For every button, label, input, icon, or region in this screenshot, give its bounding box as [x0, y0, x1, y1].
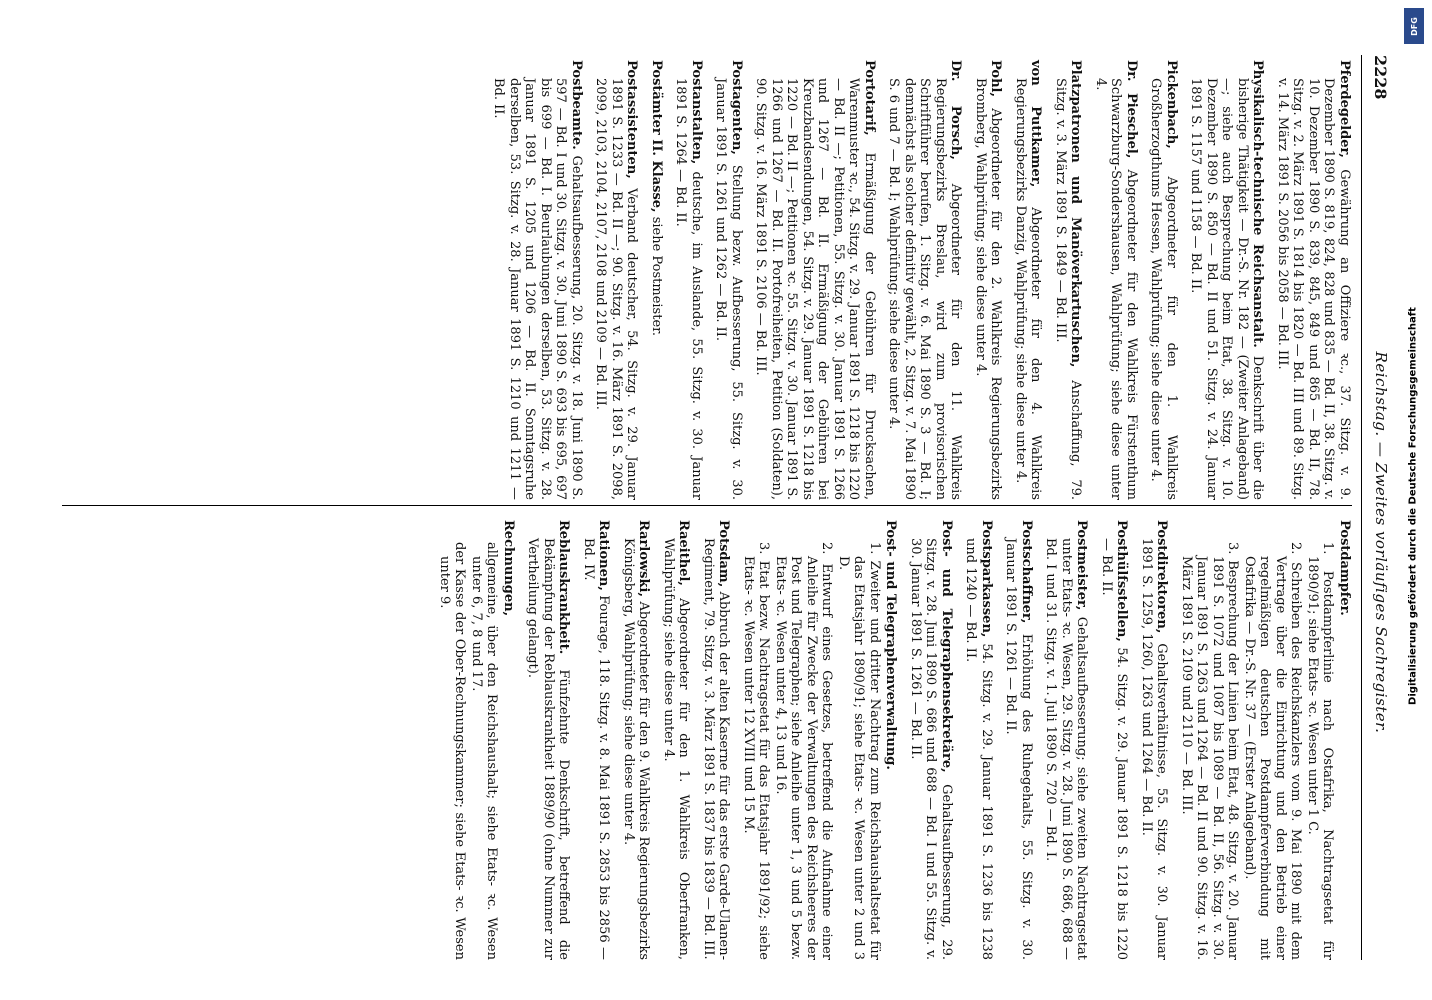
index-entry [741, 520, 899, 960]
index-text: Anschaffung, 79. Sitzg. v. 3. März 1891 S. 1849 — Bd. III. [1053, 78, 1084, 500]
index-term: Rechnungen, [501, 520, 516, 617]
index-entry [963, 520, 994, 960]
index-entry [621, 520, 652, 960]
index-term: Potsdam, [716, 520, 732, 588]
index-subentry: 1. Zweiter und dritter Nachtrag zum Reichshaushaltsetat für das Etatsjahr 1890/91; siehe Etats- ꝛc. Wesen unter 2 und 3 D. [836, 542, 882, 960]
running-head: Reichstag. — Zweites vorläufiges Sachregister. [1372, 351, 1390, 734]
index-term: Postdirektoren, [1154, 520, 1170, 634]
index-entry [1053, 60, 1084, 500]
index-term: Rationen, [596, 520, 612, 591]
index-term: Pohl, [988, 60, 1004, 98]
index-entry [713, 60, 744, 500]
index-entry [1148, 60, 1179, 500]
index-subentry: 2. Schreiben des Reichskanzlers vom 9. Mai 1890 mit dem Vertrage über die Einrichtung und den Betrieb einer regelmäßigen deutschen Postdampferverbindung mit Ostafrika — Dr.-S. Nr. 37 — (Erster Anlageband). [1242, 542, 1304, 960]
index-text: Abgeordneter für den 1. Wahlkreis Oberfranken, Wahlprüfung; siehe diese unter 4. [661, 538, 692, 960]
index-entry [649, 60, 665, 500]
index-subentry: 1. Postdampferlinie nach Ostafrika, Nachtragsetat für 1890/91; siehe Etats- ꝛc. Wesen unter 1 C. [1305, 542, 1336, 960]
index-text: Verband deutscher, 54. Sitzg. v. 29. Januar 1891 S. 1233 — Bd. II —; 90. Sitzg. v. 16. März 1891 S. 2098, 2099, 2103, 2104, 2107, 2108 und 2109 — Bd. III. [593, 78, 640, 500]
index-term: Posthülfsstellen, [1114, 520, 1130, 642]
digitization-note [1400, 6, 1426, 996]
index-text: Abbruch der alten Kaserne für das erste Garde-Ulanen-Regiment, 79. Sitzg. v. 3. März 1891 S. 1837 bis 1839 — Bd. III. [701, 538, 732, 960]
index-text: Gehaltsaufbesserung; siehe zweiten Nachtragsetat unter Etats- ꝛc. Wesen, 29. Sitzg. v. 28. Juni 1890 S. 686, 688 — Bd. I und 31. Sitzg. v. 1. Juli 1890 S. 720 — Bd. I. [1043, 538, 1090, 960]
index-text: Fünfzehnte Denkschrift, betreffend die Bekämpfung der Reblauskrankheit 1889/90 (ohne Nummer zur Vertheilung gelangt). [525, 538, 572, 960]
index-term: Platzpatronen und Manöverkartuschen, [1068, 60, 1084, 368]
rotated-sheet [16, 0, 1419, 1000]
index-term: Portotarif, [862, 60, 877, 136]
index-text: Abgeordneter für den 2. Wahlkreis Regierungsbezirks Bromberg, Wahlprüfung; siehe diese unter 4. [973, 78, 1004, 500]
index-term: Postschaffner, [1019, 520, 1034, 624]
dfg-logo [1404, 8, 1424, 44]
index-entry [525, 520, 572, 960]
index-entry [701, 520, 732, 960]
page-number: 2228 [1371, 55, 1391, 100]
index-term: Dr. Pieschel, [1124, 60, 1139, 159]
index-term: Postassistenten, [624, 60, 640, 179]
index-text: Abgeordneter für den Wahlkreis Fürstenthum Schwarzburg-Sondershausen, Wahlprüfung; siehe diese unter 4. [1093, 78, 1139, 501]
index-text: Abgeordneter für den 4. Wahlkreis Regierungsbezirks Danzig, Wahlprüfung; siehe diese unter 4. [1013, 78, 1044, 500]
index-text: Fourage, 118. Sitzg. v. 8. Mai 1891 S. 2853 bis 2856 — Bd. IV. [581, 538, 612, 960]
index-term: Pferdegelder, [1337, 60, 1352, 158]
index-entry [661, 520, 692, 960]
index-term: Reblauskrankheit. [556, 520, 572, 655]
index-term: Postagenten, [729, 60, 744, 155]
index-text: Abgeordneter für den 1. Wahlkreis Großherzogthums Hessen, Wahlprüfung; siehe diese unter 4. [1148, 78, 1179, 500]
digitization-text: Digitalisierung gefördert durch die Deutsche Forschungsgemeinschaft [1407, 307, 1419, 705]
index-text: Erhöhung des Ruhegehalts, 55. Sitzg. v. 30. Januar 1891 S. 1261 — Bd. II. [1003, 538, 1034, 961]
index-subentry: 3. Besprechung der Linien beim Etat, 48. Sitzg. v. 20. Januar 1891 S. 1072 und 1087 bis 1089 — Bd. II, 56. Sitzg. v. 30. Januar 1891 S. 1263 und 1264 — Bd. II und 90. Sitzg. v. 16. März 1891 S. 2109 und 2110 — Bd. III. [1179, 542, 1241, 960]
index-entry [1188, 60, 1266, 500]
index-text: Denkschrift über die bisherige Thätigkeit — Dr.-S. Nr. 182 — (Zweiter Anlageband) —; siehe auch Besprechung beim Etat, 38. Sitzg. v. 10. Dezember 1890 S. 850 — Bd. II und 51. Sitzg. v. 24. Januar 1891 S. 1157 und 1158 — Bd. II. [1188, 78, 1266, 501]
index-entry [1139, 520, 1170, 960]
index-text: siehe Postmeister. [649, 216, 664, 337]
index-text: Gewährung an Offiziere ꝛc., 37. Sitzg. v. 9. Dezember 1890 S. 819, 824, 828 und 835 — Bd. II, 38. Sitzg. v. 10. Dezember 1890 S. 839, 845, 849 und 865 — Bd. II, 78. Sitzg. v. 2. März 1891 S. 1814 bis 1820 — Bd. III und 89. Sitzg. v. 14. März 1891 S. 2056 bis 2058 — Bd. III. [1275, 78, 1352, 500]
index-entry [1003, 520, 1034, 960]
index-term: Post- und Telegraphenverwaltung. [883, 520, 899, 770]
index-entry [437, 520, 517, 960]
index-subentry: 2. Entwurf eines Gesetzes, betreffend die Aufnahme einer Anleihe für Zwecke der Verwaltungen des Reichsheeres der Post und Telegraphen; siehe Anleihe unter 1, 3 und 5 bezw. Etats- ꝛc. Wesen unter 4, 13 und 16. [773, 542, 835, 960]
index-entry [973, 60, 1004, 500]
index-subentry: der Kasse der Ober-Rechnungskammer; siehe Etats- ꝛc. Wesen unter 9. [437, 542, 468, 960]
dfg-logo-text: DFG [1409, 16, 1419, 36]
index-entry [581, 520, 612, 960]
index-term: Postsparkassen, [979, 520, 994, 638]
index-entry [1179, 520, 1353, 960]
index-text: Ermäßigung der Gebühren für Drucksachen, Warenmuster ꝛc., 54. Sitzg. v. 29. Januar 1891 S. 1218 bis 1220 — Bd. II —; Petitionen, 55. Sitzg. v. 30. Januar 1891 S. 1266 und 1267 — Bd. II. Ermäßigung der Gebühren bei Kreuzbandsendungen, 54. Sitzg. v. 29. Januar 1891 S. 1218 bis 1220 — Bd. II —; Petitionen ꝛc. 55. Sitzg. v. 30. Januar 1891 S. 1266 und 1267 — Bd. II. Portofreiheiten, Petition (Soldaten), 90. Sitzg. v. 16. März 1891 S. 2106 — Bd. III. [753, 78, 877, 500]
index-term: Rarlowski, [636, 520, 652, 597]
index-term: Post- und Telegraphensekretäre, [939, 520, 954, 773]
index-term: Postbeamte. [569, 60, 584, 150]
index-term: Postdampfer. [1337, 520, 1352, 616]
index-text: 54. Sitzg. v. 29. Januar 1891 S. 1218 bis 1220 — Bd. II. [1099, 538, 1130, 960]
index-entry [908, 520, 955, 960]
index-term: Postämter II. Klasse, [649, 60, 664, 213]
index-text: Gehaltsverhältnisse, 55. Sitzg. v. 30. Januar 1891 S. 1259, 1260, 1263 und 1264 — Bd. II. [1139, 538, 1170, 960]
index-subentry: allgemeine, über den Reichshaushalt; siehe Etats- ꝛc. Wesen unter 6, 7, 8 und 17. [469, 542, 500, 960]
index-text: Gehaltsaufbesserung, 29. Sitzg. v. 28. Juni 1890 S. 686 und 688 — Bd. I und 55. Sitzg. v. 30. Januar 1891 S. 1261 — Bd. II. [908, 538, 954, 960]
index-entry [673, 60, 704, 500]
index-term: Physikalisch-technische Reichsanstalt. [1250, 60, 1266, 348]
index-entry [593, 60, 640, 500]
index-term: Postmeister, [1074, 520, 1090, 611]
index-entry [1275, 60, 1353, 500]
index-entry [1099, 520, 1130, 960]
index-entry [886, 60, 964, 500]
index-text: 54. Sitzg. v. 29. Januar 1891 S. 1236 bis 1238 und 1240 — Bd. II. [963, 538, 994, 960]
index-text: deutsche, im Auslande, 55. Sitzg. v. 30. Januar 1891 S. 1264 — Bd. II. [673, 78, 704, 500]
index-subentry: 3. Etat bezw. Nachtragsetat für das Etatsjahr 1891/92; siehe Etats- ꝛc. Wesen unter 12 XVIII und 15 M. [741, 542, 772, 960]
column-divider [62, 505, 1352, 506]
index-text: Abgeordneter für den 9. Wahlkreis Regierungsbezirks Königsberg, Wahlprüfung; siehe diese unter 4. [621, 538, 652, 961]
index-column-left [482, 60, 1352, 500]
index-entry [1043, 520, 1090, 960]
index-entry [491, 60, 584, 500]
index-term: Dr. Porsch, [948, 60, 964, 160]
index-term: Pickenbach, [1164, 60, 1179, 149]
header-rule [1361, 55, 1362, 960]
page-header [1366, 55, 1396, 960]
index-term: Postanstalten, [689, 60, 704, 165]
index-text: Abgeordneter für den 11. Wahlkreis Regierungsbezirks Breslau, wird zum provisorischen Schriftführer berufen, 1. Sitzg. v. 6. Mai 1890 S. 3 — Bd. I; demnächst als solcher definitiv gewählt, 2. Sitzg. v. 7. Mai 1890 S. 6 und 7 — Bd. I; Wahlprüfung; siehe diese unter 4. [886, 78, 964, 500]
index-term: von Puttkamer, [1028, 60, 1044, 188]
index-entry [753, 60, 877, 500]
index-entry [1093, 60, 1140, 500]
index-text: Stellung bezw. Aufbesserung, 55. Sitzg. v. 30. Januar 1891 S. 1261 und 1262 — Bd. II. [713, 78, 744, 500]
index-entry [1013, 60, 1044, 500]
index-text: Gehaltsaufbesserung, 20. Sitzg. v. 18. Juni 1890 S. 597 — Bd. I und 30. Sitzg. v. 30. Juni 1890 S. 693 bis 695, 697 bis 699 — Bd. I. Beurlaubungen derselben, 53. Sitzg. v. 28. Januar 1891 S. 1205 und 1206 — Bd. II. Sonntagsruhe derselben, 53. Sitzg. v. 28. Januar 1891 S. 1210 und 1211 — Bd. II. [491, 78, 584, 500]
index-term: Raeithel, [676, 520, 692, 586]
index-column-right [428, 520, 1353, 960]
